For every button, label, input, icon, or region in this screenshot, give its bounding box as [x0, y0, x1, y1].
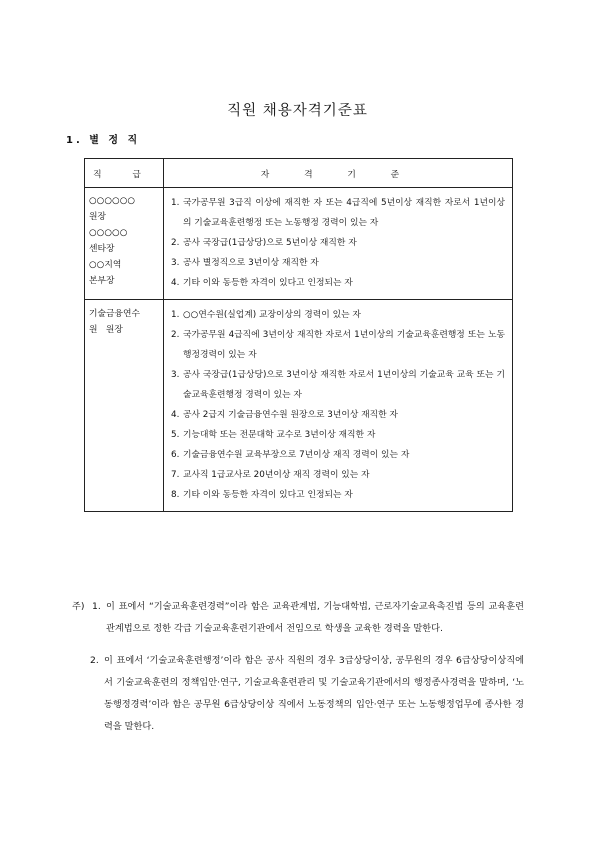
position-line: ○○지역 [89, 260, 122, 270]
footnote-number: 1. [92, 601, 101, 612]
footnotes [72, 596, 524, 738]
criteria-item: 1. 국가공무원 3급직 이상에 재직한 자 또는 4급직에 5년이상 재직한 자로서 1년이상의 기술교육훈련행정 또는 노동행정 경력이 있는 자 [171, 198, 505, 228]
header-criteria: 자 격 기 준 [164, 159, 513, 188]
criteria-item: 8. 기타 이와 동등한 자격이 있다고 인정되는 자 [171, 490, 353, 500]
position-line: 센타장 [89, 244, 115, 254]
footnote-text: 이 표에서 “기술교육훈련경력”이라 함은 교육관계법, 기능대학법, 근로자기술교육촉진법 등의 교육훈련관계법으로 정한 각급 기술교육훈련기관에서 전임으로 학생을 교육한 경력을 말한다. [106, 601, 524, 634]
position-cell [85, 188, 164, 300]
criteria-item: 3. 공사 별정직으로 3년이상 재직한 자 [171, 258, 319, 268]
footnote-number: 2. [90, 655, 99, 666]
table-row [85, 188, 513, 300]
criteria-cell [164, 188, 513, 300]
criteria-item: 1. ○○연수원(실업계) 교장이상의 경력이 있는 자 [171, 310, 361, 320]
criteria-item: 2. 공사 국장급(1급상당)으로 5년이상 재직한 자 [171, 238, 357, 248]
position-line: ○○○○○ [89, 228, 128, 238]
criteria-item: 6. 기술금융연수원 교육부장으로 7년이상 재직 경력이 있는 자 [171, 450, 410, 460]
criteria-item: 3. 공사 국장급(1급상당)으로 3년이상 재직한 자로서 1년이상의 기술교육 교육 또는 기술교육훈련행정 경력이 있는 자 [171, 370, 505, 400]
table-row [85, 300, 513, 512]
qualification-table [84, 158, 513, 512]
footnote-item [72, 596, 524, 640]
criteria-item: 2. 국가공무원 4급직에 3년이상 재직한 자로서 1년이상의 기술교육훈련행정 또는 노동행정경력이 있는 자 [171, 330, 505, 360]
position-line: 원 원장 [89, 325, 123, 335]
position-line: 기술금융연수 [89, 309, 140, 319]
criteria-item: 7. 교사직 1급교사로 20년이상 재직 경력이 있는 자 [171, 470, 370, 480]
table-header-row [85, 159, 513, 188]
criteria-item: 4. 기타 이와 동등한 자격이 있다고 인정되는 자 [171, 278, 353, 288]
section-heading: 1. 별 정 직 [66, 135, 141, 146]
position-line: 본부장 [89, 276, 115, 286]
criteria-cell [164, 300, 513, 512]
criteria-item: 5. 기능대학 또는 전문대학 교수로 3년이상 재직한 자 [171, 430, 376, 440]
footnote-item [72, 650, 524, 738]
position-line: 원장 [89, 212, 106, 222]
header-position: 직 급 [85, 159, 164, 188]
position-line: ○○○○○○ [89, 196, 136, 206]
position-cell [85, 300, 164, 512]
document-title: 직원 채용자격기준표 [227, 103, 368, 119]
criteria-item: 4. 공사 2급지 기술금융연수원 원장으로 3년이상 재직한 자 [171, 410, 398, 420]
footnote-text: 이 표에서 ‘기술교육훈련행정’이라 함은 공사 직원의 경우 3급상당이상, 공무원의 경우 6급상당이상직에서 기술교육훈련의 정책입안·연구, 기술교육훈련관리 및 기술교육기관에서의 행정종사경력을 말하며, ‘노동행정경력’이라 함은 공무원 6급상당이상 직에서 노동정책의 입안·연구 또는 노동행정업무에 종사한 경력을 말한다. [104, 655, 524, 732]
footnote-prefix: 주) [72, 601, 85, 612]
